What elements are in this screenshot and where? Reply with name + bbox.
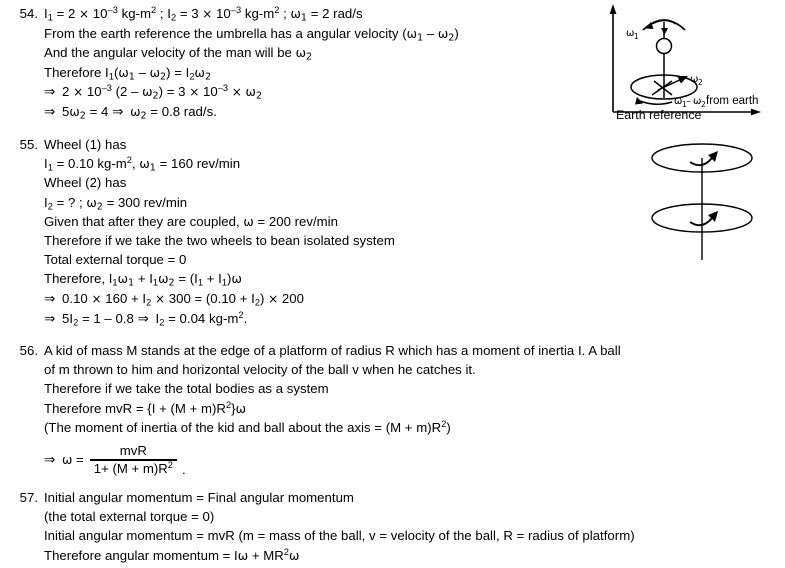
svg-text:2: 2 (698, 78, 703, 87)
solution-55-line-6: Therefore if we take the two wheels to bean isolated system (44, 233, 395, 249)
solution-54-line-6: ⇒ $5\omega_2 = 4$ ⇒ $\omega_2 = 0.8$ rad/s. (44, 104, 217, 122)
solution-57-body (44, 488, 784, 565)
formula-lead: ⇒ ω = (44, 452, 84, 469)
solution-54-line-1: $I_1 = 2 \times 10^{-3}$ $kg-m^2$ ; $I_2 = 3 \times 10^{-3}$ $kg-m^2$ ; $\omega_1 = 2$ rad/s (44, 5, 363, 24)
fraction-denominator: $1+ (M + m)R^2$ (93, 459, 173, 476)
solution-55-line-10: ⇒ $5I_2 = 1 - 0.8$ ⇒ $I_2 = 0.04$ $kg-m^2$. (44, 310, 248, 328)
solution-55-number: 55. (19, 137, 38, 152)
fraction-numerator: mvR (119, 442, 147, 458)
solution-55-line-3: Wheel (2) has (44, 175, 127, 191)
solution-56-line-1: A kid of mass M stands at the edge of a platform of radius R which has a moment of inertia I. A ball of m thrown to him and horizontal velocity of the ball v when he catches it. (44, 343, 621, 378)
solution-56-line-2: Therefore if we take the total bodies as a system (44, 381, 329, 397)
svg-text:–: – (686, 96, 691, 107)
two-coupled-wheels-diagram (640, 140, 780, 262)
svg-text:ω: ω (626, 28, 635, 39)
solution-57-line-4: Therefore angular momentum = $I\omega + MR^2\omega$ (44, 546, 300, 563)
solution-55-line-1: Wheel (1) has (44, 137, 127, 152)
solution-57-line-3: Initial angular momentum = mvR (m = mass of the ball, v = velocity of the ball, R = radius of platform) (44, 528, 635, 544)
solution-54-line-2: From the earth reference the umbrella has a angular velocity $(\omega_1 - \omega_2)$ (44, 26, 459, 44)
solution-55-line-2: $I_1 = 0.10$ $kg-m^2$, $\omega_1 = 160$ rev/min (44, 155, 241, 174)
solution-55-line-7: Total external torque = 0 (44, 252, 187, 268)
solution-56-line-3: Therefore mvR = $\{I + (M + m)R^2\}\omega$ (44, 399, 246, 416)
solution-54-line-3: And the angular velocity of the man will be $\omega_2$ (44, 45, 313, 64)
solution-56-number: 56. (19, 343, 38, 358)
svg-text:1: 1 (682, 100, 687, 109)
umbrella-man-earth-reference-diagram (604, 2, 785, 122)
solution-57-number: 57. (19, 490, 38, 505)
solution-55-line-9: ⇒ $0.10 \times 160 + I_2 \times 300 = (0.10 + I_2) \times 200$ (44, 290, 304, 308)
solution-57-line-2: (the total external torque = 0) (44, 509, 215, 525)
formula-period: . (181, 462, 186, 478)
solution-55-line-8: Therefore, $I_1\omega_1 + I_1\omega_2 = (I_1 + I_1)\omega$ (44, 271, 242, 290)
solution-55-line-5: Given that after they are coupled, ω = 200 rev/min (44, 213, 338, 229)
svg-text:2: 2 (701, 100, 706, 109)
solution-56-omega-formula (44, 437, 784, 483)
svg-text:from earth: from earth (706, 95, 759, 107)
solution-57-line-1: Initial angular momentum = Final angular momentum (44, 490, 354, 505)
svg-text:ω: ω (690, 74, 699, 85)
solution-55-line-4: $I_2$ = ? ; $\omega_2 = 300$ rev/min (44, 194, 188, 213)
svg-text:1: 1 (634, 32, 639, 41)
fraction (90, 444, 177, 476)
solution-56-line-4: (The moment of inertia of the kid and ball about the axis = $(M + m)R^2$) (44, 418, 451, 435)
svg-text:ω: ω (674, 96, 683, 107)
solution-54-number: 54. (19, 6, 38, 21)
earth-reference-label: Earth reference (616, 108, 702, 122)
solution-54-line-5: ⇒ $2 \times 10^{-3}$ $(2 - \omega_2) = 3 \times 10^{-3} \times \omega_2$ (44, 82, 263, 102)
solution-56-body (44, 341, 784, 483)
svg-text:ω: ω (693, 96, 702, 107)
solution-54-line-4: Therefore $I_1(\omega_1 - \omega_2) = I_2\omega_2$ (44, 64, 212, 83)
